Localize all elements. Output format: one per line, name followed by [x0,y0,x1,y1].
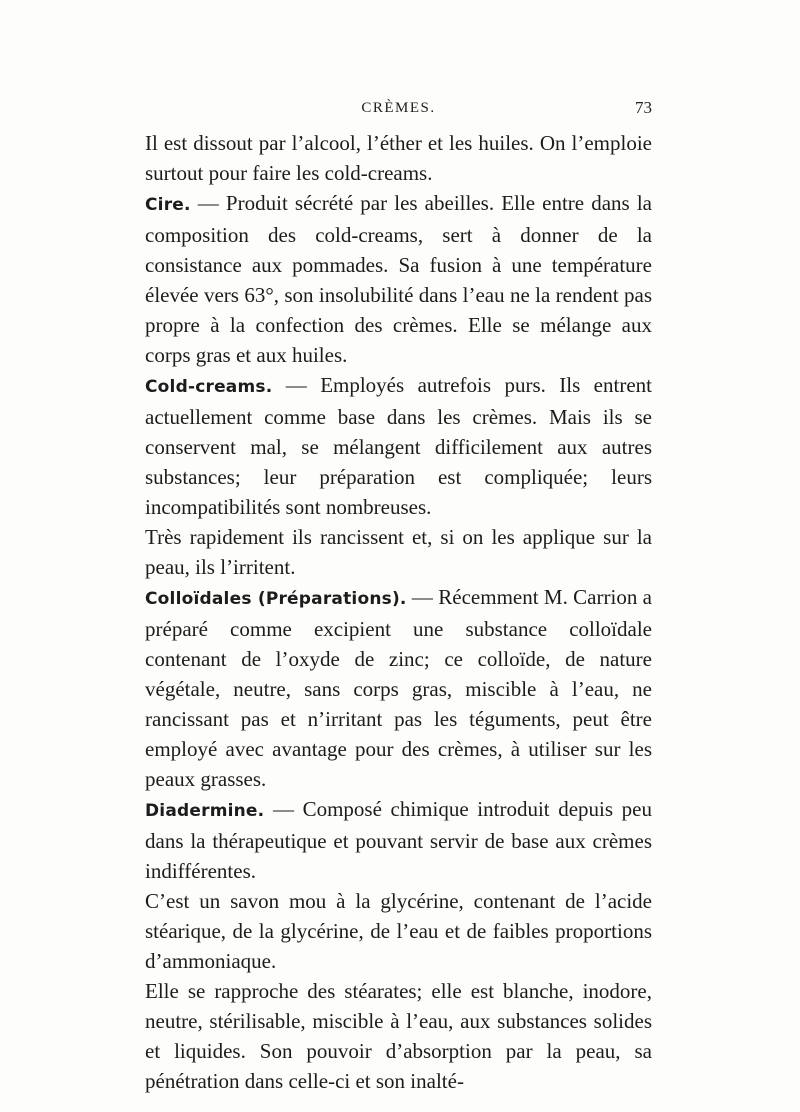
paragraph-stearates [145,976,652,1096]
paragraph-savon [145,886,652,976]
paragraph-text: Elle se rapproche des stéarates; elle est blanche, inodore, neutre, stérilisable, miscible à l’eau, aux substances solides et liquides. Son pouvoir d’absorption par la peau, sa pénétration dans celle-ci et son inalté- [145,979,652,1093]
paragraph-rancissent [145,522,652,582]
entry-text: — Employés autrefois purs. Ils entrent actuellement comme base dans les crèmes. Mais ils se conservent mal, se mélangent difficilement aux autres substances; leur préparation est compliquée; leurs incompatibilités sont nombreuses. [145,373,652,519]
paragraph-text: C’est un savon mou à la glycérine, contenant de l’acide stéarique, de la glycérine, de l’eau et de faibles proportions d’ammoniaque. [145,889,652,973]
entry-diadermine [145,794,652,886]
entry-term: Cire. [145,195,191,215]
paragraph-text: Il est dissout par l’alcool, l’éther et les huiles. On l’emploie surtout pour faire les cold-creams. [145,131,652,185]
entry-text: — Composé chimique introduit depuis peu dans la thérapeutique et pouvant servir de base aux crèmes indifférentes. [145,797,652,883]
entry-text: — Récemment M. Carrion a préparé comme excipient une substance colloïdale contenant de l’oxyde de zinc; ce colloïde, de nature végétale, neutre, sans corps gras, miscible à l’eau, ne rancissant pas et n’irritant pas les téguments, peut être employé avec avantage pour des crèmes, à utiliser sur les peaux grasses. [145,585,652,791]
entry-colloidales [145,582,652,794]
running-head [145,98,652,122]
entry-text: — Produit sécrété par les abeilles. Elle entre dans la composition des cold-creams, sert à donner de la consistance aux pommades. Sa fusion à une température élevée vers 63°, son insolubilité dans l’eau ne la rendent pas propre à la confection des crèmes. Elle se mélange aux corps gras et aux huiles. [145,191,652,367]
entry-cire [145,188,652,370]
entry-term: Colloïdales (Préparations). [145,589,407,609]
paragraph-text: Très rapidement ils rancissent et, si on les applique sur la peau, ils l’irritent. [145,525,652,579]
page-number: 73 [635,98,652,117]
entry-term: Cold-creams. [145,377,273,397]
paragraph-1 [145,128,652,188]
entry-term: Diadermine. [145,801,265,821]
body-text [145,128,652,1096]
entry-cold-creams [145,370,652,522]
running-title: CRÈMES. [361,100,436,116]
